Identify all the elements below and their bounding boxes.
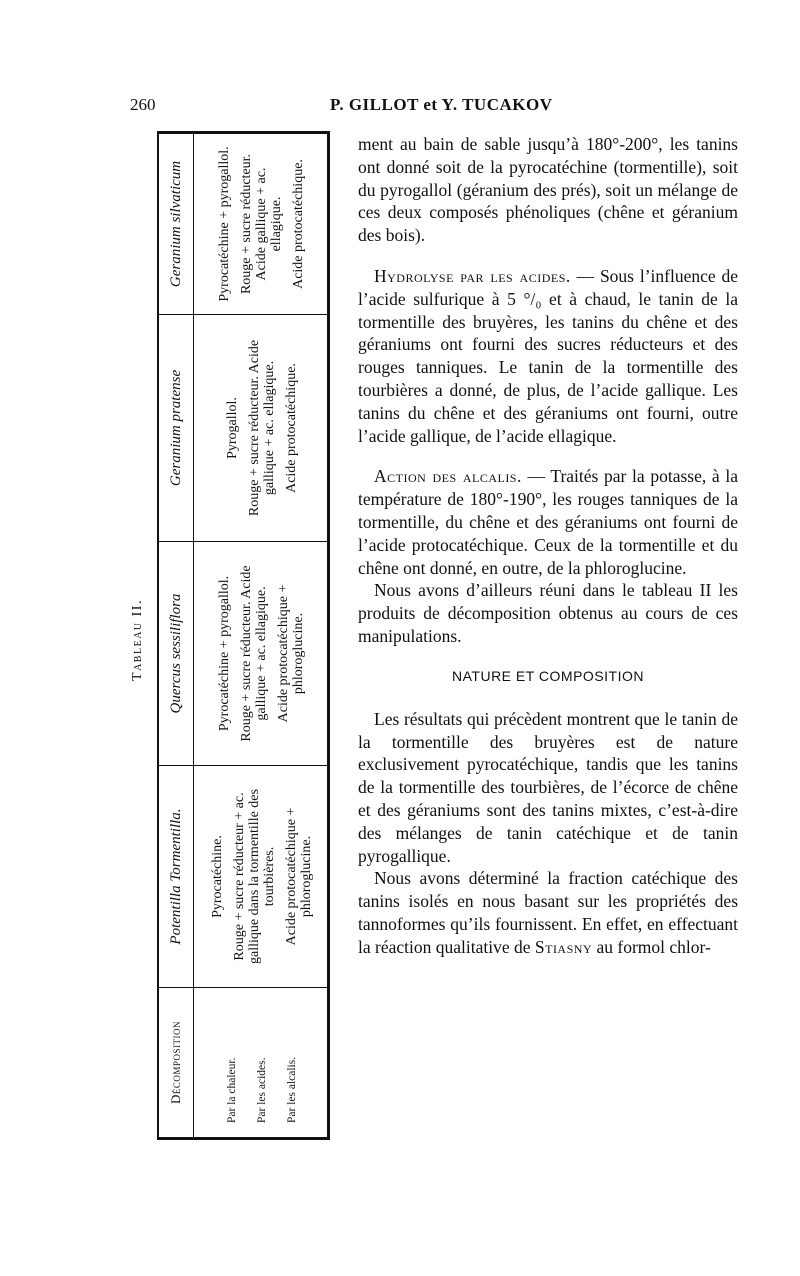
table-cell: Pyrogallol. bbox=[224, 397, 240, 459]
column-heading: Quercus sessiliflora bbox=[159, 542, 194, 765]
paragraph-hydrolysis bbox=[358, 265, 738, 447]
row-label-acids: Par les acides. bbox=[255, 1057, 268, 1123]
column-heading: Geranium pratense bbox=[159, 315, 194, 541]
body-text bbox=[358, 133, 738, 959]
paragraph-lead: Action des alcalis. bbox=[374, 466, 522, 487]
running-title: P. GILLOT et Y. TUCAKOV bbox=[330, 95, 553, 114]
page-header bbox=[0, 95, 800, 119]
table-cell: Acide protocatéchique. bbox=[291, 159, 306, 289]
paragraph: Nous avons d’ailleurs réuni dans le tableau II les produits de décomposition obtenus au cours de ces manipulations. bbox=[358, 580, 738, 646]
column-decomposition bbox=[159, 987, 327, 1137]
page-number: 260 bbox=[130, 95, 156, 114]
table-cell: Rouge + sucre réducteur. Acide gallique + ac. ellagique. bbox=[246, 339, 277, 517]
column-heading: Potentilla Tormentilla. bbox=[159, 766, 194, 987]
section-title: NATURE ET COMPOSITION bbox=[452, 667, 644, 684]
table-cell: Acide protocatéchique. bbox=[283, 363, 299, 493]
column-geranium-silvaticum bbox=[159, 134, 327, 314]
decomposition-table bbox=[157, 131, 330, 1140]
paragraph-stiasny bbox=[358, 867, 738, 958]
table-container bbox=[157, 131, 330, 1140]
paragraph-lead: Hydrolyse par les acides. bbox=[374, 265, 571, 286]
column-geranium-pratense bbox=[159, 314, 327, 541]
paragraph: Les résultats qui précèdent montrent que le tanin de la tormentille des bruyères est de nature exclusivement pyrocatéchique, tandis que les tanins de la tormentille des tourbières, de l’écorce de chêne et des géraniums sont des tanins mixtes, c’est-à-dire des mélanges de tanin catéchique et de tanin pyrogallique. bbox=[358, 708, 738, 866]
table-cell: Acide protocatéchique + phloroglucine. bbox=[283, 807, 314, 946]
table-cell: Rouge + sucre réducteur. Acide gallique + ac. ellagique. bbox=[239, 153, 284, 295]
paragraph-text: Nous avons déterminé la fraction catéchique des tanins isolés en nous basant sur les propriétés des tannoformes qu’ils fournissent. En effet, en effectuant la réaction qualitative de bbox=[358, 868, 738, 957]
paragraph-text: — Traités par la potasse, à la température de 180°-190°, les rouges tanniques de la tormentille, du chêne et des géraniums ont fourni de l’acide protocatéchique. Ceux de la tormentille et du chêne ont donné, en outre, de la phloroglucine. bbox=[358, 466, 738, 578]
column-heading: Geranium silvaticum bbox=[159, 134, 194, 314]
table-cell: Acide protocatéchique + phloroglucine. bbox=[276, 584, 306, 723]
paragraph-text: au formol chlor- bbox=[592, 936, 711, 957]
table-cell: Pyrocatéchine + pyrogallol. bbox=[217, 146, 232, 302]
table-cell: Rouge + sucre réducteur + ac. gallique dans la tormentille des tourbières. bbox=[231, 789, 277, 964]
column-quercus bbox=[159, 541, 327, 765]
table-cell: Pyrocatéchine + pyrogallol. bbox=[217, 575, 232, 732]
table-cell: Rouge + sucre réducteur. Acide gallique + ac. ellagique. bbox=[239, 565, 269, 742]
paragraph-alkalis bbox=[358, 465, 738, 579]
table-cell: Pyrocatéchine. bbox=[209, 835, 225, 918]
column-heading: Décomposition bbox=[159, 988, 194, 1137]
column-potentilla bbox=[159, 765, 327, 987]
row-label-alkalis: Par les alcalis. bbox=[285, 1056, 298, 1123]
author-name: Stiasny bbox=[534, 936, 593, 957]
paragraph: ment au bain de sable jusqu’à 180°-200°, les tanins ont donné soit de la pyrocatéchine (tormentille), soit du pyrogallol (géranium des prés), soit un mélange de ces deux composés phénoliques (chêne et géranium des bois). bbox=[358, 134, 738, 246]
paragraph-text: — Sous l’influence de l’acide sulfurique à 5 °/₀ et à chaud, le tanin de la tormentille des bruyères, les tanins du chêne et des géraniums ont fourni des sucres réducteurs et des rouges tanniques. Le tanin de la tormentille des tourbières a donné, de plus, de l’acide gallique. Les tanins du chêne et des géraniums ont fourni, outre l’acide gallique, de l’acide ellagique. bbox=[358, 265, 738, 446]
row-label-heat: Par la chaleur. bbox=[225, 1057, 238, 1123]
table-caption: Tableau II. bbox=[130, 599, 145, 681]
